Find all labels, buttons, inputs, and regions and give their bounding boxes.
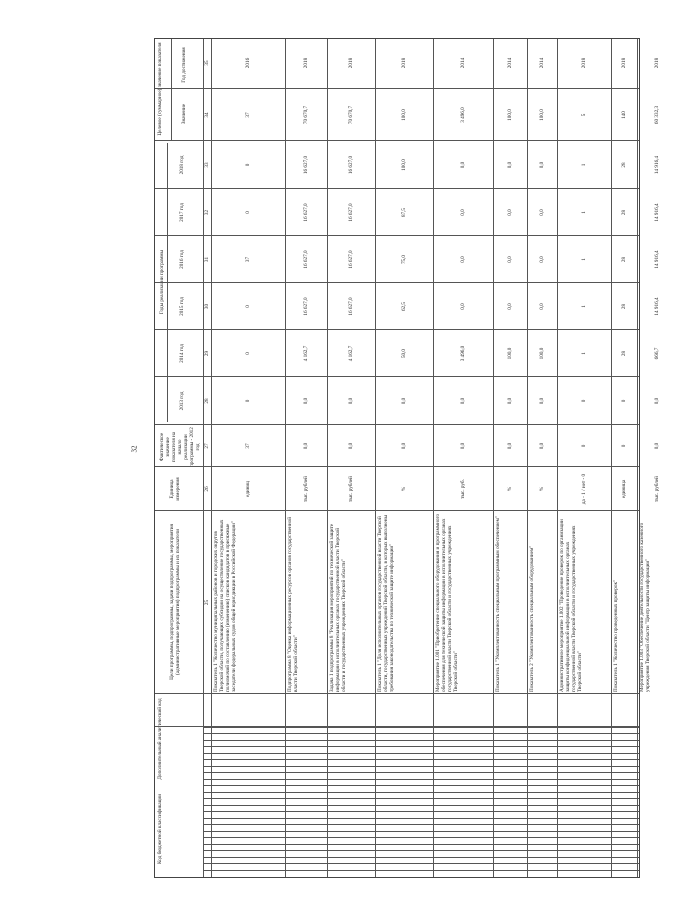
goals-header: Цели программы, подпрограммы, задачи подпрограммы, мероприятия (административные мероприятия) подпрограммы и их показатели xyxy=(169,524,181,680)
column-rule xyxy=(155,424,639,425)
column-rule xyxy=(203,747,639,748)
value-header: Значение xyxy=(181,103,187,125)
column-rule xyxy=(203,870,639,871)
row-year-value: 100,0 xyxy=(539,347,545,360)
column-number: 34 xyxy=(204,112,210,118)
row-year-value: 0,0 xyxy=(539,303,545,310)
row-year-value: 1 xyxy=(581,352,587,355)
row-rule xyxy=(637,39,638,877)
row-rule xyxy=(203,39,204,877)
row-unit: % xyxy=(401,486,407,492)
row-year-value: 0,0 xyxy=(507,397,513,405)
unit-header: Единица измерения xyxy=(169,477,181,501)
row-fact-2012: 0 xyxy=(621,444,627,448)
years-header: Годы реализации программы xyxy=(159,249,165,315)
row-target-value: 70 670,7 xyxy=(348,105,354,125)
row-year-value: 87,5 xyxy=(401,207,407,218)
row-unit: тыс. рублей xyxy=(654,476,660,502)
column-number: 28 xyxy=(204,398,210,404)
row-year-value: 0,0 xyxy=(460,303,466,310)
row-year-value: 0,0 xyxy=(539,256,545,263)
row-description: Показатель 2 "Укомплектованность специальным оборудованием" xyxy=(529,545,535,692)
row-year-value: 14 916,4 xyxy=(654,250,660,269)
year-achieved-header: Год достижения xyxy=(181,47,187,83)
column-rule xyxy=(203,753,639,754)
row-target-year: 2018 xyxy=(581,57,587,69)
year-header: 2015 год xyxy=(179,297,185,316)
column-number: 29 xyxy=(204,350,210,357)
row-year-value: 16 627,0 xyxy=(303,203,309,222)
row-target-year: 2014 xyxy=(539,57,545,69)
row-year-value: 14 916,4 xyxy=(654,297,660,316)
row-target-year: 2018 xyxy=(654,57,660,69)
row-year-value: 100,0 xyxy=(401,159,407,171)
column-rule xyxy=(203,773,639,774)
row-year-value: 3 496,0 xyxy=(460,345,466,362)
column-rule xyxy=(203,857,639,858)
row-rule xyxy=(327,39,328,877)
row-unit: единиц xyxy=(245,481,251,497)
budget-class-header: Код бюджетной классификации xyxy=(157,794,163,865)
column-rule xyxy=(155,188,639,189)
row-rule xyxy=(493,39,494,877)
row-fact-2012: 0,0 xyxy=(539,442,545,450)
column-rule xyxy=(203,851,639,852)
row-fact-2012: 0,0 xyxy=(460,442,466,450)
row-target-value: 3 496,0 xyxy=(460,107,466,123)
row-target-value: 70 670,7 xyxy=(303,105,309,125)
year-header: 2018 год xyxy=(179,155,185,175)
row-rule xyxy=(171,39,172,141)
row-year-value: 0 xyxy=(245,305,251,308)
row-target-value: 140 xyxy=(621,111,627,119)
column-rule xyxy=(203,792,639,793)
year-header: 2013 год xyxy=(179,391,185,411)
column-rule xyxy=(155,466,639,467)
page-number: 32 xyxy=(130,445,139,453)
row-target-value: 100,0 xyxy=(507,109,513,121)
row-description: Мероприятие 1.001 "Приобретение специального оборудования и программного обеспечения для технической защиты информации в исполнительных органах государственной власти Тверской области и государственных учреждениях Тверской области" xyxy=(435,513,459,692)
column-rule xyxy=(203,734,639,735)
row-unit: тыс. рублей xyxy=(303,476,309,502)
row-unit: тыс. рублей xyxy=(348,476,354,502)
row-year-value: 16 627,0 xyxy=(303,297,309,316)
row-year-value: 0,0 xyxy=(507,209,513,216)
row-year-value: 0,0 xyxy=(460,256,466,263)
row-year-value: 100,0 xyxy=(507,347,513,360)
row-year-value: 0,0 xyxy=(654,397,660,405)
row-fact-2012: 0 xyxy=(581,444,587,448)
row-year-value: 0,0 xyxy=(348,397,354,405)
year-header: 2017 год xyxy=(179,203,185,222)
column-rule xyxy=(203,740,639,741)
program-table xyxy=(154,38,660,878)
row-year-value: 1 xyxy=(581,211,587,214)
column-rule xyxy=(203,727,639,728)
row-year-value: 666,7 xyxy=(654,347,660,360)
column-rule xyxy=(203,838,639,839)
row-year-value: 0 xyxy=(245,352,251,355)
column-number: 33 xyxy=(204,162,210,168)
row-fact-2012: 0,0 xyxy=(654,442,660,450)
row-year-value: 1 xyxy=(581,305,587,308)
row-fact-2012: 0,0 xyxy=(348,442,354,450)
column-rule xyxy=(203,825,639,826)
column-rule xyxy=(155,282,639,283)
row-target-year: 2016 xyxy=(245,57,251,69)
row-rule xyxy=(167,143,168,422)
row-rule xyxy=(433,39,434,877)
row-unit: единица xyxy=(621,479,627,499)
row-unit: % xyxy=(507,486,513,492)
row-year-value: 0,0 xyxy=(460,397,466,405)
column-number: 25 xyxy=(204,599,210,606)
column-rule xyxy=(203,812,639,813)
row-year-value: 16 627,0 xyxy=(348,250,354,269)
column-rule xyxy=(203,766,639,767)
row-year-value: 1 xyxy=(581,258,587,261)
row-year-value: 28 xyxy=(621,350,627,357)
column-number: 32 xyxy=(204,209,210,216)
analytic-code-header: Дополнительный аналитический код xyxy=(157,698,163,780)
row-description: Показатель 1 "Укомплектованность специальным программным обеспечением" xyxy=(495,516,501,692)
row-target-year: 2018 xyxy=(303,57,309,69)
row-description: Показатель 1 "Количество проведенных проверок" xyxy=(613,579,619,692)
row-fact-2012: 0,0 xyxy=(507,442,513,450)
row-target-value: 37 xyxy=(245,112,251,118)
row-target-year: 2018 xyxy=(621,57,627,69)
row-target-value: 100,0 xyxy=(539,109,545,121)
row-year-value: 50,0 xyxy=(401,348,407,359)
row-fact-2012: 0,0 xyxy=(401,442,407,450)
row-year-value: 0,0 xyxy=(303,397,309,405)
row-year-value: 0,0 xyxy=(539,397,545,405)
row-target-year: 2014 xyxy=(507,57,513,69)
column-rule xyxy=(155,693,639,694)
row-year-value: 0 xyxy=(245,211,251,214)
row-year-value: 1 xyxy=(581,163,587,167)
row-unit: тыс. руб. xyxy=(460,479,466,499)
column-rule xyxy=(203,760,639,761)
row-target-value: 100,0 xyxy=(401,109,407,121)
fact-header: Фактическое значение показателя на начало реализации программы - 2012 год xyxy=(159,427,201,467)
row-year-value: 62,5 xyxy=(401,301,407,312)
row-year-value: 14 916,4 xyxy=(654,155,660,175)
row-year-value: 28 xyxy=(621,256,627,263)
column-rule xyxy=(203,844,639,845)
row-year-value: 4 162,7 xyxy=(303,345,309,362)
row-year-value: 0,0 xyxy=(507,303,513,310)
row-year-value: 0,0 xyxy=(507,256,513,263)
year-header: 2016 год xyxy=(179,250,185,269)
column-rule xyxy=(155,329,639,330)
row-year-value: 16 627,0 xyxy=(303,250,309,269)
row-rule xyxy=(611,39,612,877)
column-number: 26 xyxy=(204,486,210,492)
target-header: Целевое (суммарное) значение показателя xyxy=(157,42,163,136)
row-year-value: 16 627,0 xyxy=(348,203,354,222)
row-year-value: 0 xyxy=(245,399,251,403)
year-header: 2014 год xyxy=(179,344,185,363)
row-year-value: 16 627,0 xyxy=(303,155,309,175)
row-year-value: 0 xyxy=(581,399,587,403)
row-year-value: 28 xyxy=(621,162,627,168)
row-target-year: 2014 xyxy=(460,57,466,69)
row-fact-2012: 37 xyxy=(245,443,251,449)
row-year-value: 75,0 xyxy=(401,254,407,265)
column-rule xyxy=(203,864,639,865)
row-year-value: 37 xyxy=(245,256,251,263)
row-year-value: 0 xyxy=(245,163,251,167)
row-rule xyxy=(527,39,528,877)
row-rule xyxy=(285,39,286,877)
column-number: 30 xyxy=(204,303,210,310)
column-rule xyxy=(203,818,639,819)
row-description: Административное мероприятие 1.002 "Проведение проверок по организации защиты конфиденциальной информации в исполнительных органах государственной власти Тверской области и государственных учреждениях Тверской области" xyxy=(559,519,583,692)
column-rule xyxy=(203,831,639,832)
row-year-value: 0,0 xyxy=(539,161,545,169)
column-number: 27 xyxy=(204,443,210,449)
column-number: 35 xyxy=(204,60,210,66)
row-year-value: 0,0 xyxy=(539,209,545,216)
row-year-value: 16 627,0 xyxy=(348,297,354,316)
row-target-value: 5 xyxy=(581,113,587,117)
row-rule xyxy=(375,39,376,877)
row-year-value: 28 xyxy=(621,209,627,216)
row-description: Подпрограмма 8 "Оценка информационных ресурсов органов государственной власти Тверской области" xyxy=(287,516,299,692)
row-year-value: 16 627,0 xyxy=(348,155,354,175)
row-year-value: 0 xyxy=(621,399,627,403)
row-year-value: 0,0 xyxy=(507,161,513,169)
column-rule xyxy=(155,140,639,141)
row-year-value: 0,0 xyxy=(401,397,407,405)
column-rule xyxy=(155,510,639,511)
row-description: Мероприятие 1.003 "Обеспечение деятельности государственного казенного учреждения Тверской области "Центр защиты информации" xyxy=(639,522,651,692)
row-year-value: 0,0 xyxy=(460,161,466,169)
row-rule xyxy=(557,39,558,877)
row-year-value: 14 916,4 xyxy=(654,203,660,222)
row-year-value: 28 xyxy=(621,303,627,310)
row-rule xyxy=(211,39,212,877)
column-rule xyxy=(203,799,639,800)
row-year-value: 4 162,7 xyxy=(348,345,354,362)
column-rule xyxy=(203,786,639,787)
column-rule xyxy=(155,88,639,89)
row-unit: % xyxy=(539,486,545,492)
column-number: 31 xyxy=(204,256,210,263)
row-description: Показатель 1 "Количество муниципальных районов и городских округов Тверской области, получающих субсидии на осуществление государственных полномочий по составлению (изменению) списков кандидатов в присяжные заседатели федеральных судов общей юрисдикции в Российской Федерации" xyxy=(213,519,237,692)
column-rule xyxy=(155,376,639,377)
column-rule xyxy=(203,779,639,780)
row-unit: да - 1 / нет - 0 xyxy=(581,473,587,505)
row-description: Показатель 1 "Доля исполнительных органов государственной власти Тверской области, государственных учреждений Тверской области, в которых выполнены требования законодательства по технической защите информации" xyxy=(377,515,395,692)
row-year-value: 0,0 xyxy=(460,209,466,216)
row-fact-2012: 0,0 xyxy=(303,442,309,450)
row-target-year: 2018 xyxy=(401,57,407,69)
column-rule xyxy=(203,805,639,806)
column-rule xyxy=(155,235,639,236)
row-description: Задача 1 подпрограммы 8 "Реализация мероприятий по технической защите информации в исполнительных органах государственной власти Тверской области и государственных учреждениях Тверской области" xyxy=(329,523,347,692)
row-target-value: 60 332,3 xyxy=(654,105,660,125)
row-target-year: 2018 xyxy=(348,57,354,69)
